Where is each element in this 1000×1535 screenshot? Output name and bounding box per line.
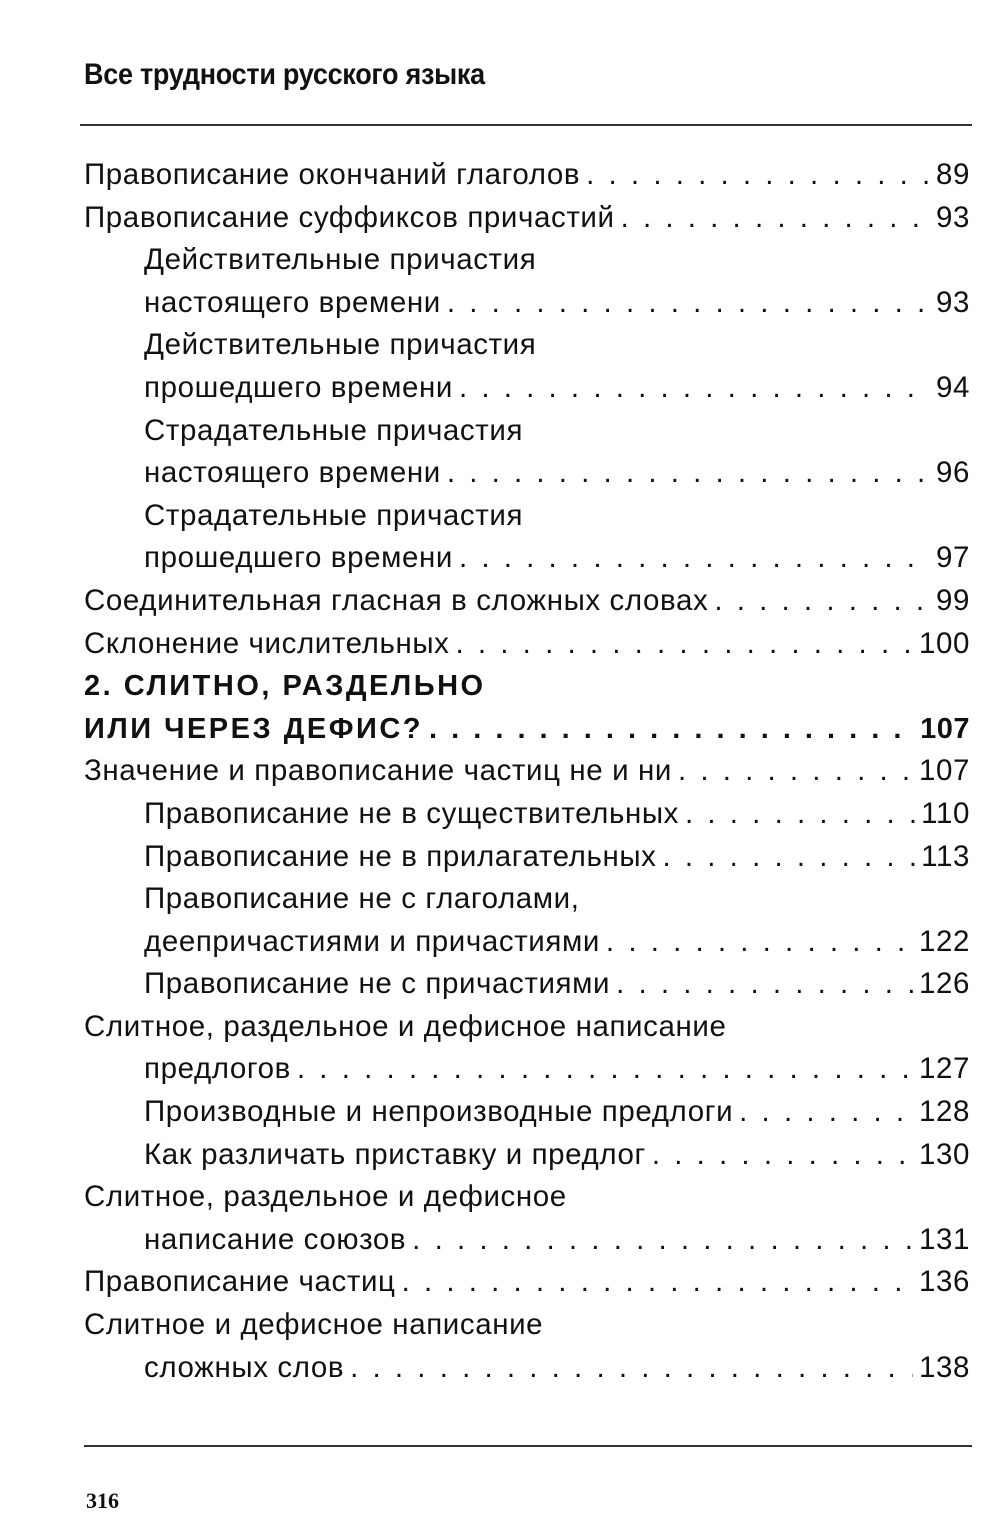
toc-entry	[84, 1134, 970, 1177]
toc-entry-title: Производные и непроизводные предлоги	[144, 1095, 734, 1129]
toc-entry	[84, 410, 970, 453]
toc-entry	[84, 1304, 970, 1347]
toc-entry-title: Правописание не с причастиями	[144, 967, 611, 1001]
toc-entry-title: сложных слов	[144, 1350, 345, 1384]
toc-entry	[84, 1176, 970, 1219]
dot-leader	[297, 1048, 913, 1091]
dot-leader	[714, 580, 930, 623]
toc-entry-page: 128	[918, 1095, 970, 1129]
toc-entry	[84, 537, 970, 580]
dot-leader	[447, 282, 930, 325]
dot-leader	[402, 1261, 913, 1304]
toc-entry-page: 127	[918, 1052, 970, 1086]
toc-entry-title: Как различать приставку и предлог	[144, 1137, 646, 1171]
toc-entry-title: Правописание не в существительных	[144, 796, 679, 830]
toc-entry-title: 2. СЛИТНО, РАЗДЕЛЬНО	[84, 670, 486, 703]
toc-entry	[84, 878, 970, 921]
dot-leader	[447, 452, 930, 495]
toc-entry-title: настоящего времени	[144, 285, 441, 319]
toc-entry	[84, 495, 970, 538]
toc-entry	[84, 1048, 970, 1091]
toc-entry	[84, 836, 970, 879]
running-title: Все трудности русского языка	[84, 58, 485, 91]
toc-entry	[84, 1219, 970, 1262]
toc-entry-title: ИЛИ ЧЕРЕЗ ДЕФИС?	[84, 712, 423, 745]
toc-entry-title: Слитное и дефисное написание	[84, 1308, 544, 1342]
dot-leader	[678, 750, 913, 793]
dot-leader	[350, 1347, 913, 1390]
toc-entry	[84, 1261, 970, 1304]
toc-entry	[84, 154, 970, 197]
toc-entry-title: Слитное, раздельное и дефисное написание	[84, 1009, 727, 1043]
toc-entry	[84, 1091, 970, 1134]
toc-entry-page: 138	[918, 1350, 970, 1384]
toc-entry-page: 94	[935, 370, 970, 404]
toc-entry-title: Значение и правописание частиц не и ни	[84, 754, 672, 788]
dot-leader	[586, 154, 930, 197]
toc-entry	[84, 793, 970, 836]
dot-leader	[616, 963, 913, 1006]
toc-entry-page: 131	[918, 1222, 970, 1256]
toc-entry-page: 93	[935, 200, 970, 234]
toc-entry-title: Страдательные причастия	[144, 498, 524, 532]
toc-entry	[84, 750, 970, 793]
dot-leader	[412, 1219, 913, 1262]
toc-entry-page: 136	[918, 1265, 970, 1299]
dot-leader	[652, 1134, 913, 1177]
toc-entry-title: деепричастиями и причастиями	[144, 924, 600, 958]
dot-leader	[663, 836, 916, 879]
dot-leader	[621, 197, 930, 240]
dot-leader	[685, 793, 915, 836]
toc-entry-page: 99	[935, 583, 970, 617]
toc-entry-page: 107	[918, 754, 970, 788]
toc-entry	[84, 963, 970, 1006]
toc-entry	[84, 239, 970, 282]
toc-entry-title: Соединительная гласная в сложных словах	[84, 583, 709, 617]
page-number: 316	[86, 1488, 119, 1513]
toc-entry-title: Страдательные причастия	[144, 413, 524, 447]
toc-entry-title: Правописание частиц	[84, 1265, 396, 1299]
dot-leader	[739, 1091, 913, 1134]
toc-entry	[84, 282, 970, 325]
toc-entry	[84, 1347, 970, 1390]
toc-entry	[84, 324, 970, 367]
toc-entry	[84, 580, 970, 623]
toc-entry-page: 97	[935, 541, 970, 575]
toc-entry-page: 110	[921, 796, 970, 830]
table-of-contents	[84, 154, 970, 1389]
footer-rule	[84, 1445, 972, 1447]
toc-entry-title: Правописание суффиксов причастий	[84, 200, 615, 234]
dot-leader	[456, 623, 913, 666]
toc-entry-title: Действительные причастия	[144, 328, 537, 362]
toc-entry	[84, 452, 970, 495]
dot-leader	[429, 708, 914, 751]
header-rule	[80, 124, 972, 126]
toc-entry-page: 107	[920, 712, 970, 745]
dot-leader	[606, 921, 913, 964]
toc-entry-title: настоящего времени	[144, 456, 441, 490]
dot-leader	[459, 367, 930, 410]
toc-entry	[84, 367, 970, 410]
toc-entry-page: 89	[935, 158, 970, 191]
toc-entry-title: прошедшего времени	[144, 370, 453, 404]
toc-entry-page: 130	[918, 1137, 970, 1171]
section-heading	[84, 665, 970, 708]
toc-entry-title: Слитное, раздельное и дефисное	[84, 1180, 567, 1214]
toc-entry-title: написание союзов	[144, 1222, 407, 1256]
toc-entry-page: 93	[935, 285, 970, 319]
dot-leader	[459, 537, 930, 580]
toc-entry-title: Правописание не с глаголами,	[144, 882, 580, 916]
toc-entry	[84, 921, 970, 964]
toc-entry-title: Склонение числительных	[84, 626, 450, 660]
toc-entry	[84, 1006, 970, 1049]
toc-entry-page: 126	[918, 967, 970, 1001]
toc-entry-title: прошедшего времени	[144, 541, 453, 575]
section-heading	[84, 708, 970, 751]
toc-entry	[84, 623, 970, 666]
toc-entry-page: 96	[935, 456, 970, 490]
toc-entry-title: Правописание не в прилагательных	[144, 839, 657, 873]
toc-entry-title: Правописание окончаний глаголов	[84, 158, 581, 191]
toc-entry	[84, 197, 970, 240]
toc-entry-page: 113	[921, 839, 970, 873]
toc-entry-page: 122	[918, 924, 970, 958]
toc-entry-title: Действительные причастия	[144, 243, 537, 277]
toc-entry-page: 100	[918, 626, 970, 660]
toc-entry-title: предлогов	[144, 1052, 291, 1086]
